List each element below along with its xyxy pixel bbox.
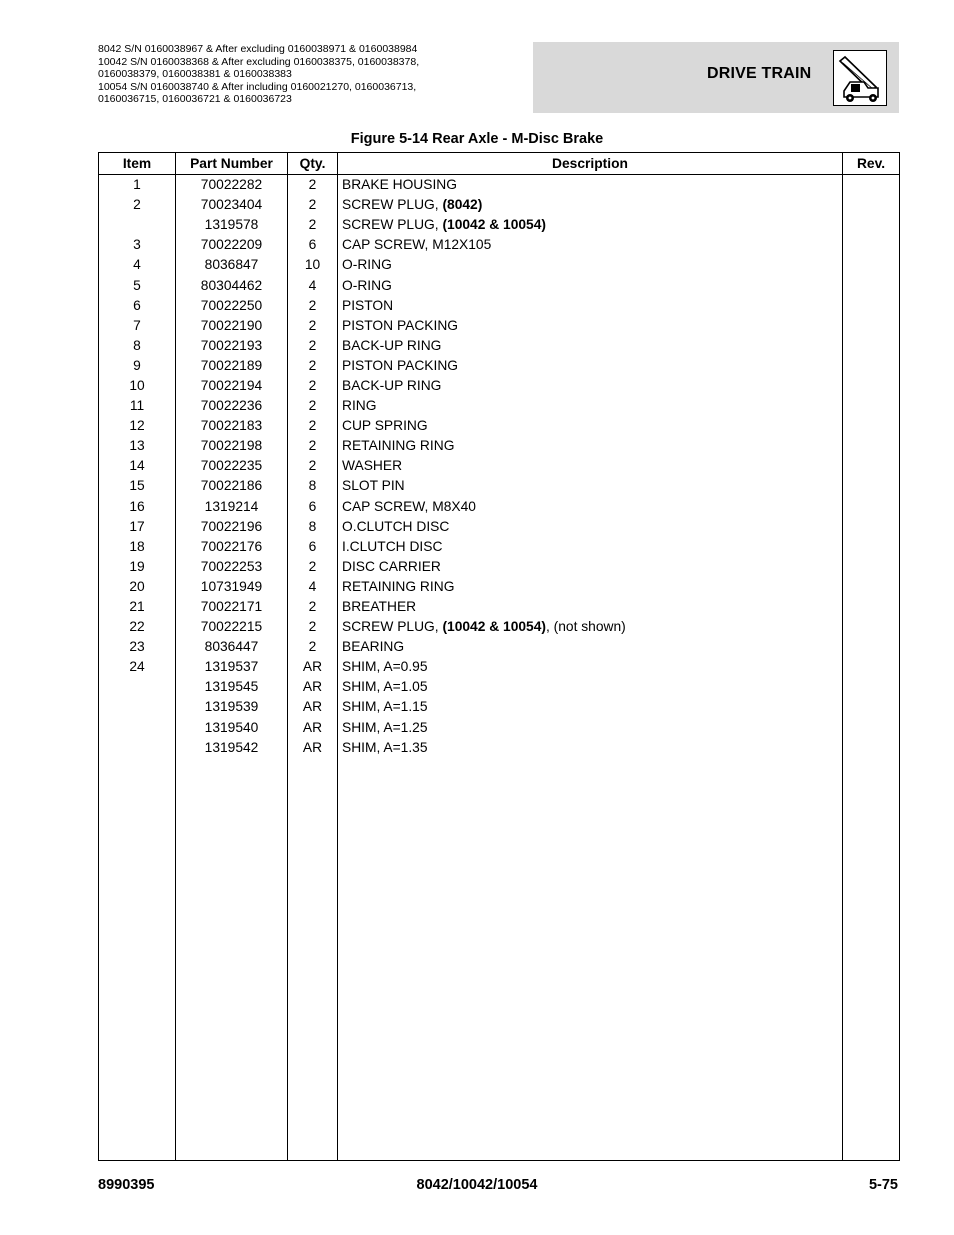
part-number-cell: 70022198 (176, 436, 288, 456)
rev-cell (843, 356, 900, 376)
telehandler-icon (833, 50, 887, 106)
description-model-note: (10042 & 10054) (442, 217, 546, 233)
qty-cell: 2 (288, 356, 338, 376)
part-number-cell: 70022189 (176, 356, 288, 376)
empty-cell (99, 758, 176, 1161)
item-cell: 11 (99, 396, 176, 416)
item-cell: 14 (99, 456, 176, 476)
rev-cell (843, 275, 900, 295)
description-text: RETAINING RING (342, 578, 455, 594)
serial-line: 0160036715, 0160036721 & 0160036723 (98, 93, 292, 106)
item-cell: 9 (99, 356, 176, 376)
description-text: SHIM, A=1.05 (342, 679, 428, 695)
qty-cell: 2 (288, 416, 338, 436)
item-cell: 8 (99, 336, 176, 356)
description-cell (338, 677, 843, 697)
serial-line: 10054 S/N 0160038740 & After including 0160021270, 0160036713, (98, 80, 417, 93)
column-header-description: Description (338, 153, 843, 175)
table-row (99, 537, 900, 557)
description-text: BRAKE HOUSING (342, 177, 457, 193)
table-row (99, 677, 900, 697)
description-cell (338, 416, 843, 436)
column-header-rev: Rev. (843, 153, 900, 175)
rev-cell (843, 235, 900, 255)
qty-cell: AR (288, 738, 338, 758)
description-model-note: (10042 & 10054) (442, 619, 546, 635)
table-row (99, 657, 900, 677)
table-row (99, 255, 900, 275)
description-cell (338, 738, 843, 758)
part-number-cell: 70022236 (176, 396, 288, 416)
table-row (99, 637, 900, 657)
description-text: DISC CARRIER (342, 558, 441, 574)
item-cell: 7 (99, 316, 176, 336)
description-cell (338, 255, 843, 275)
empty-cell (176, 758, 288, 1161)
serial-line: 8042 S/N 0160038967 & After excluding 0160038971 & 0160038984 (98, 43, 418, 55)
rev-cell (843, 175, 900, 196)
item-cell (99, 677, 176, 697)
part-number-cell: 70022253 (176, 557, 288, 577)
part-number-cell: 70022235 (176, 456, 288, 476)
description-text: PISTON (342, 297, 394, 313)
table-row (99, 697, 900, 717)
part-number-cell: 1319214 (176, 497, 288, 517)
description-cell (338, 175, 843, 196)
qty-cell: 6 (288, 537, 338, 557)
table-row (99, 376, 900, 396)
table-row (99, 275, 900, 295)
description-model-note: (8042) (442, 197, 483, 213)
description-text: BEARING (342, 639, 405, 655)
part-number-cell: 70022193 (176, 336, 288, 356)
part-number-cell: 70022209 (176, 235, 288, 255)
item-cell: 24 (99, 657, 176, 677)
description-cell (338, 396, 843, 416)
qty-cell: 2 (288, 316, 338, 336)
qty-cell: 6 (288, 235, 338, 255)
qty-cell: 2 (288, 396, 338, 416)
rev-cell (843, 637, 900, 657)
description-text: BACK-UP RING (342, 377, 442, 393)
section-title: DRIVE TRAIN (707, 65, 812, 82)
rev-cell (843, 617, 900, 637)
description-cell (338, 456, 843, 476)
rev-cell (843, 376, 900, 396)
description-cell (338, 296, 843, 316)
rev-cell (843, 296, 900, 316)
qty-cell: 4 (288, 577, 338, 597)
item-cell: 5 (99, 275, 176, 295)
description-text: PISTON PACKING (342, 357, 459, 373)
item-cell: 19 (99, 557, 176, 577)
item-cell: 4 (99, 255, 176, 275)
qty-cell: 2 (288, 456, 338, 476)
rev-cell (843, 557, 900, 577)
item-cell: 6 (99, 296, 176, 316)
rev-cell (843, 697, 900, 717)
description-text: SHIM, A=1.25 (342, 719, 428, 735)
table-row (99, 336, 900, 356)
rev-cell (843, 416, 900, 436)
part-number-cell: 8036847 (176, 255, 288, 275)
qty-cell: 2 (288, 637, 338, 657)
description-text: O-RING (342, 257, 392, 273)
description-cell (338, 577, 843, 597)
description-text: BREATHER (342, 599, 417, 615)
qty-cell: AR (288, 697, 338, 717)
item-cell: 20 (99, 577, 176, 597)
item-cell (99, 215, 176, 235)
table-row (99, 476, 900, 496)
description-text: BACK-UP RING (342, 337, 442, 353)
rev-cell (843, 336, 900, 356)
part-number-cell: 1319540 (176, 718, 288, 738)
rev-cell (843, 738, 900, 758)
rev-cell (843, 537, 900, 557)
table-row (99, 396, 900, 416)
item-cell: 18 (99, 537, 176, 557)
rev-cell (843, 456, 900, 476)
rev-cell (843, 396, 900, 416)
part-number-cell: 10731949 (176, 577, 288, 597)
description-cell (338, 275, 843, 295)
figure-title: Figure 5-14 Rear Axle - M-Disc Brake (350, 131, 604, 147)
description-cell (338, 657, 843, 677)
description-text: SCREW PLUG, (342, 197, 443, 213)
item-cell: 16 (99, 497, 176, 517)
description-cell (338, 316, 843, 336)
description-cell (338, 637, 843, 657)
rev-cell (843, 517, 900, 537)
rev-cell (843, 195, 900, 215)
description-cell (338, 336, 843, 356)
description-cell (338, 476, 843, 496)
item-cell: 13 (99, 436, 176, 456)
qty-cell: 10 (288, 255, 338, 275)
description-text: CUP SPRING (342, 418, 428, 434)
part-number-cell: 8036447 (176, 637, 288, 657)
description-cell (338, 718, 843, 738)
qty-cell: AR (288, 677, 338, 697)
item-cell: 23 (99, 637, 176, 657)
section-header (533, 42, 899, 113)
description-text: SCREW PLUG, (342, 619, 443, 635)
item-cell: 12 (99, 416, 176, 436)
table-filler-row (99, 758, 900, 1161)
table-row (99, 235, 900, 255)
qty-cell: 4 (288, 275, 338, 295)
description-cell (338, 497, 843, 517)
table-row (99, 456, 900, 476)
item-cell (99, 738, 176, 758)
description-text: WASHER (342, 458, 403, 474)
table-row (99, 175, 900, 196)
qty-cell: 8 (288, 517, 338, 537)
qty-cell: 2 (288, 376, 338, 396)
qty-cell: 6 (288, 497, 338, 517)
table-row (99, 436, 900, 456)
table-row (99, 738, 900, 758)
part-number-cell: 70022196 (176, 517, 288, 537)
parts-table (98, 152, 900, 1161)
description-text: RING (342, 398, 377, 414)
empty-cell (338, 758, 843, 1161)
qty-cell: 2 (288, 617, 338, 637)
description-text: PISTON PACKING (342, 317, 459, 333)
description-text: I.CLUTCH DISC (342, 538, 443, 554)
description-text: CAP SCREW, M8X40 (342, 498, 476, 514)
empty-cell (288, 758, 338, 1161)
description-text: RETAINING RING (342, 438, 455, 454)
table-row (99, 557, 900, 577)
qty-cell: AR (288, 657, 338, 677)
description-cell (338, 215, 843, 235)
qty-cell: 2 (288, 175, 338, 196)
item-cell (99, 718, 176, 738)
part-number-cell: 70022171 (176, 597, 288, 617)
part-number-cell: 70022190 (176, 316, 288, 336)
rev-cell (843, 597, 900, 617)
qty-cell: 2 (288, 296, 338, 316)
part-number-cell: 1319545 (176, 677, 288, 697)
description-text: SLOT PIN (342, 478, 405, 494)
part-number-cell: 80304462 (176, 275, 288, 295)
qty-cell: 2 (288, 215, 338, 235)
part-number-cell: 70022176 (176, 537, 288, 557)
table-row (99, 718, 900, 738)
serial-number-block (98, 43, 518, 106)
empty-cell (843, 758, 900, 1161)
part-number-cell: 1319539 (176, 697, 288, 717)
description-cell (338, 617, 843, 637)
rev-cell (843, 316, 900, 336)
part-number-cell: 1319542 (176, 738, 288, 758)
column-header-part-number: Part Number (176, 153, 288, 175)
table-row (99, 577, 900, 597)
serial-line: 10042 S/N 0160038368 & After excluding 0160038375, 0160038378, (98, 55, 420, 68)
model-numbers: 8042/10042/10054 (416, 1177, 538, 1193)
description-cell (338, 195, 843, 215)
description-text: SHIM, A=1.35 (342, 739, 428, 755)
item-cell: 15 (99, 476, 176, 496)
serial-line: 0160038379, 0160038381 & 0160038383 (98, 68, 292, 81)
description-cell (338, 557, 843, 577)
description-suffix: , (not shown) (546, 619, 626, 635)
part-number-cell: 70022282 (176, 175, 288, 196)
rev-cell (843, 255, 900, 275)
rev-cell (843, 677, 900, 697)
qty-cell: 2 (288, 557, 338, 577)
part-number-cell: 70023404 (176, 195, 288, 215)
table-row (99, 296, 900, 316)
qty-cell: 2 (288, 336, 338, 356)
item-cell: 3 (99, 235, 176, 255)
table-row (99, 617, 900, 637)
description-cell (338, 235, 843, 255)
qty-cell: 2 (288, 195, 338, 215)
description-text: O-RING (342, 277, 392, 293)
part-number-cell: 1319537 (176, 657, 288, 677)
item-cell: 17 (99, 517, 176, 537)
column-header-item: Item (99, 153, 176, 175)
table-row (99, 316, 900, 336)
table-header-row (99, 153, 900, 175)
item-cell: 1 (99, 175, 176, 196)
table-row (99, 416, 900, 436)
description-text: SHIM, A=1.15 (342, 699, 428, 715)
part-number-cell: 70022186 (176, 476, 288, 496)
rev-cell (843, 497, 900, 517)
description-cell (338, 537, 843, 557)
rev-cell (843, 476, 900, 496)
description-text: SHIM, A=0.95 (342, 659, 428, 675)
rev-cell (843, 215, 900, 235)
rev-cell (843, 657, 900, 677)
qty-cell: 2 (288, 436, 338, 456)
part-number-cell: 70022250 (176, 296, 288, 316)
part-number-cell: 70022183 (176, 416, 288, 436)
part-number-cell: 70022215 (176, 617, 288, 637)
description-cell (338, 597, 843, 617)
column-header-qty: Qty. (288, 153, 338, 175)
item-cell: 22 (99, 617, 176, 637)
item-cell: 2 (99, 195, 176, 215)
table-row (99, 517, 900, 537)
part-number-cell: 1319578 (176, 215, 288, 235)
item-cell: 10 (99, 376, 176, 396)
description-cell (338, 356, 843, 376)
table-row (99, 195, 900, 215)
qty-cell: AR (288, 718, 338, 738)
table-row (99, 215, 900, 235)
rev-cell (843, 577, 900, 597)
description-cell (338, 376, 843, 396)
description-cell (338, 697, 843, 717)
table-row (99, 356, 900, 376)
description-cell (338, 517, 843, 537)
table-row (99, 597, 900, 617)
description-text: O.CLUTCH DISC (342, 518, 450, 534)
table-row (99, 497, 900, 517)
description-text: CAP SCREW, M12X105 (342, 237, 492, 253)
document-number: 8990395 (98, 1177, 155, 1193)
item-cell (99, 697, 176, 717)
qty-cell: 2 (288, 597, 338, 617)
item-cell: 21 (99, 597, 176, 617)
page-number: 5-75 (868, 1177, 898, 1193)
qty-cell: 8 (288, 476, 338, 496)
rev-cell (843, 718, 900, 738)
part-number-cell: 70022194 (176, 376, 288, 396)
description-cell (338, 436, 843, 456)
rev-cell (843, 436, 900, 456)
description-text: SCREW PLUG, (342, 217, 443, 233)
